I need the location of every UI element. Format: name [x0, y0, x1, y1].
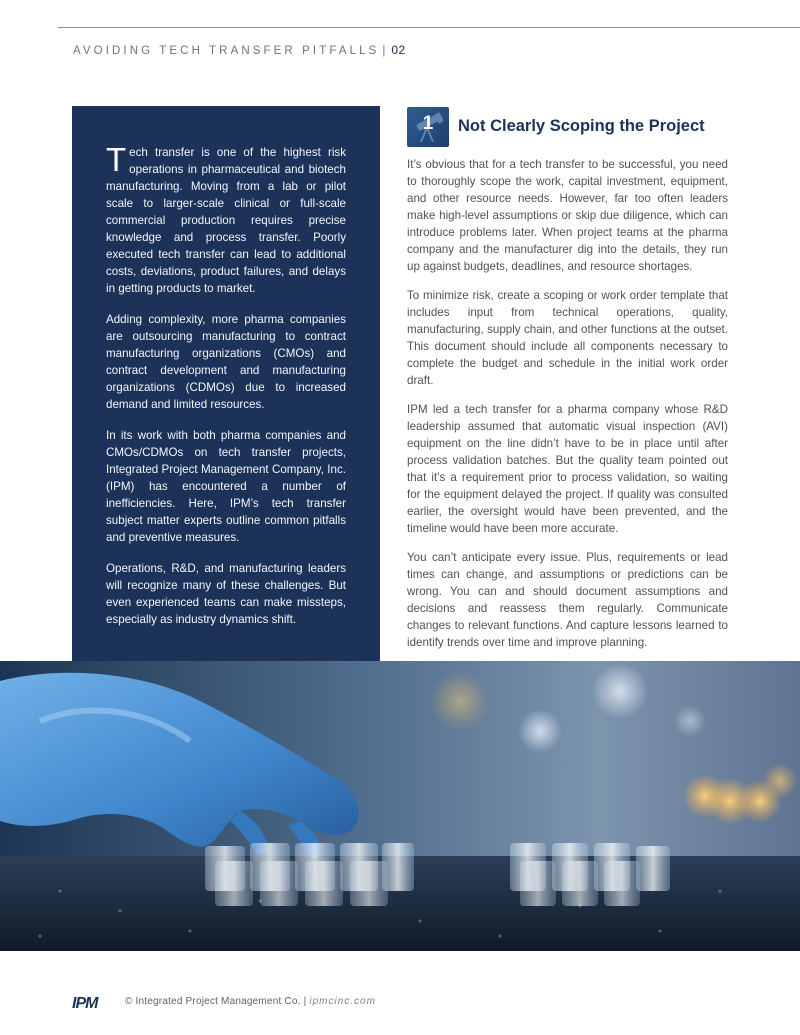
section-title: Not Clearly Scoping the Project [458, 117, 705, 135]
gloved-hand-vials-photo [0, 661, 800, 951]
intro-paragraph-4: Operations, R&D, and manufacturing leaders will recognize many of these challenges. But even experienced teams can make missteps, especially as industry dynamics shift. [106, 562, 346, 626]
header-separator: | [382, 45, 386, 57]
running-header [73, 43, 406, 57]
drop-cap: T [106, 141, 127, 178]
footer-text [125, 996, 376, 1007]
body-paragraph: You can’t anticipate every issue. Plus, requirements or lead times can change, and assumptions or predictions can be wrong. You can and should document assumptions and decisions and reassess them regularly. Communicate changes to relevant functions. And capture lessons learned to identify trends over time and improve planning. [407, 551, 728, 649]
footer-separator: | [303, 996, 307, 1007]
intro-paragraph-1-text: ech transfer is one of the highest risk operations in pharmaceutical and biotech manufacturing. Moving from a lab or pilot scale to larger-scale clinical or full-scale commercial production requires precise knowledge and process transfer. Poorly executed tech transfer can lead to additional costs, deviations, product failures, and delays in getting products to market. [106, 146, 346, 295]
page-number: 02 [391, 43, 406, 57]
footer-copyright: © Integrated Project Management Co. [125, 996, 301, 1007]
body-paragraph: IPM led a tech transfer for a pharma company whose R&D leadership assumed that automatic visual inspection (AVI) equipment on the line didn’t have to be in place until after process validation batches. But the quality team pointed out that it’s a requirement prior to process validation, so waiting for the equipment delayed the project. If quality was consulted earlier, the oversight would have been prevented, and the timeline would have been more accurate. [407, 403, 728, 535]
ipm-logo [72, 994, 118, 1010]
section-number-badge [407, 107, 449, 147]
photo-illustration [0, 661, 800, 951]
section-heading [407, 107, 737, 147]
body-paragraph: To minimize risk, create a scoping or work order template that includes input from technical operations, quality, manufacturing, supply chain, and other functions at the outset. This document should include all components necessary to complete the budget and schedule in the initial work order draft. [407, 289, 728, 387]
body-paragraph: It’s obvious that for a tech transfer to be successful, you need to thoroughly scope the work, capital investment, equipment, and other resource needs. However, far too often leaders make high-level assumptions or skip due diligence, which can introduce problems later. When project teams at the pharma company and the manufacturer dig into the details, they run up against budgets, deadlines, and resource shortages. [407, 158, 728, 273]
ipm-logo-text: IPM [72, 995, 98, 1010]
intro-paragraph-1 [106, 141, 346, 297]
section-body [407, 156, 728, 663]
header-title-text: AVOIDING TECH TRANSFER PITFALLS [73, 45, 380, 57]
footer-website-link[interactable]: ipmcinc.com [309, 996, 376, 1007]
section-number: 1 [422, 113, 434, 134]
intro-paragraph-3: In its work with both pharma companies and CMOs/CDMOs on tech transfer projects, Integrated Project Management Company, Inc. (IPM) has encountered a number of inefficiencies. Here, IPM’s tech transfer subject matter experts outline common pitfalls and preventive measures. [106, 429, 346, 544]
intro-panel [72, 106, 380, 661]
header-rule [58, 27, 800, 28]
intro-paragraph-2: Adding complexity, more pharma companies are outsourcing manufacturing to contract manufacturing organizations (CMOs) and contract development and manufacturing organizations (CDMOs) due to increased demand and limited resources. [106, 313, 346, 411]
